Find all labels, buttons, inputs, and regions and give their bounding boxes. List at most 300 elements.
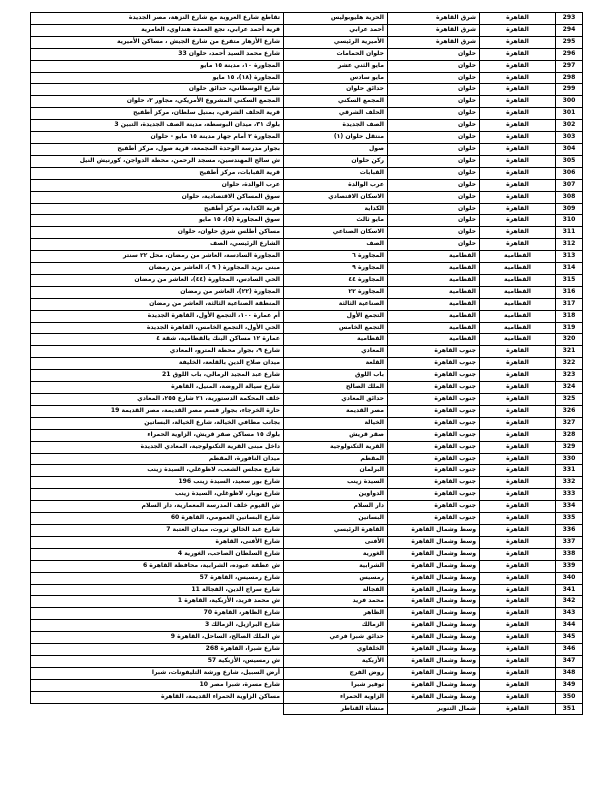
office-name-cell: مايو الثني عشر: [284, 60, 388, 72]
address-cell: الشارع الرئيسي، الصف: [31, 239, 284, 251]
zone-cell: جنوب القاهرة: [388, 382, 480, 394]
table-row: [31, 215, 583, 227]
row-number-cell: 295: [556, 36, 583, 48]
zone-cell: حلوان: [388, 179, 480, 191]
zone-cell: وسط وشمال القاهرة: [388, 536, 480, 548]
zone-cell: وسط وشمال القاهرة: [388, 608, 480, 620]
row-number-cell: 304: [556, 143, 583, 155]
table-row: [31, 703, 583, 715]
office-name-cell: المجاورة ٤٤: [284, 274, 388, 286]
zone-cell: وسط وشمال القاهرة: [388, 560, 480, 572]
governorate-cell: القاهرة: [480, 72, 556, 84]
address-cell: مساكن الزاوية الحمراء القديمة، القاهرة: [31, 691, 284, 703]
office-name-cell: السيدة زينب: [284, 477, 388, 489]
office-name-cell: حدائق المعادي: [284, 394, 388, 406]
address-cell: شارع السلطان الصاحب، الغورية 4: [31, 548, 284, 560]
office-name-cell: الدواوين: [284, 489, 388, 501]
row-number-cell: 348: [556, 667, 583, 679]
governorate-cell: القاهرة: [480, 370, 556, 382]
office-name-cell: القطامية: [284, 334, 388, 346]
office-name-cell: المجاورة ٦: [284, 251, 388, 263]
zone-cell: وسط وشمال القاهرة: [388, 679, 480, 691]
row-number-cell: 299: [556, 84, 583, 96]
governorate-cell: القاهرة: [480, 679, 556, 691]
zone-cell: جنوب القاهرة: [388, 358, 480, 370]
office-name-cell: المجمع السكني: [284, 96, 388, 108]
table-row: [31, 191, 583, 203]
address-cell: ش الملك الصالح، الساحل، القاهرة 9: [31, 632, 284, 644]
office-name-cell: المجاورة ٩: [284, 263, 388, 275]
address-cell: شارع سراج الدين، الفجالة 11: [31, 584, 284, 596]
table-row: [31, 417, 583, 429]
table-row: [31, 286, 583, 298]
office-name-cell: باب اللوق: [284, 370, 388, 382]
zone-cell: حلوان: [388, 203, 480, 215]
office-name-cell: صول: [284, 143, 388, 155]
table-row: [31, 620, 583, 632]
governorate-cell: القاهرة: [480, 453, 556, 465]
table-row: [31, 536, 583, 548]
row-number-cell: 331: [556, 465, 583, 477]
row-number-cell: 319: [556, 322, 583, 334]
address-cell: المجاورة ٢ أمام جهاز مدينة ١٥ مايو - حلوان: [31, 132, 284, 144]
row-number-cell: 344: [556, 620, 583, 632]
zone-cell: حلوان: [388, 132, 480, 144]
office-name-cell: حدائق حلوان: [284, 84, 388, 96]
office-name-cell: مايو سادس: [284, 72, 388, 84]
address-cell: [31, 703, 284, 715]
row-number-cell: 314: [556, 263, 583, 275]
table-row: [31, 167, 583, 179]
zone-cell: القطامية: [388, 310, 480, 322]
address-cell: بلوك ١٥ مساكن صقر قريش، الزاوية الحمراء: [31, 429, 284, 441]
office-name-cell: الاسكان الصناعي: [284, 227, 388, 239]
governorate-cell: القاهرة: [480, 596, 556, 608]
table-row: [31, 405, 583, 417]
zone-cell: وسط وشمال القاهرة: [388, 691, 480, 703]
governorate-cell: القاهرة: [480, 572, 556, 584]
address-cell: شارع البرازيل، الزمالك 3: [31, 620, 284, 632]
row-number-cell: 343: [556, 608, 583, 620]
zone-cell: وسط وشمال القاهرة: [388, 620, 480, 632]
address-cell: شارع محمد السيد أحمد، حلوان 33: [31, 48, 284, 60]
address-cell: ش رمسيس، الأزبكية 57: [31, 655, 284, 667]
office-name-cell: المجاورة ٢٢: [284, 286, 388, 298]
row-number-cell: 328: [556, 429, 583, 441]
row-number-cell: 316: [556, 286, 583, 298]
governorate-cell: القاهرة: [480, 441, 556, 453]
office-name-cell: الكداية: [284, 203, 388, 215]
zone-cell: شرق القاهرة: [388, 36, 480, 48]
address-cell: شارع بور سعيد، السيدة زينب 196: [31, 477, 284, 489]
office-name-cell: البساتين: [284, 513, 388, 525]
address-cell: بلوك ٣١، ميدان البوسطة، مدينة الصف الجديدة، التبين 3: [31, 120, 284, 132]
table-row: [31, 274, 583, 286]
table-row: [31, 263, 583, 275]
governorate-cell: القطامية: [480, 263, 556, 275]
address-cell: قرية الكداية، مركز أطفيح: [31, 203, 284, 215]
row-number-cell: 327: [556, 417, 583, 429]
branch-table: [30, 12, 583, 715]
governorate-cell: القطامية: [480, 251, 556, 263]
office-name-cell: القلعة: [284, 358, 388, 370]
governorate-cell: القاهرة: [480, 96, 556, 108]
governorate-cell: القطامية: [480, 310, 556, 322]
office-name-cell: الخيالة: [284, 417, 388, 429]
table-row: [31, 560, 583, 572]
address-cell: شارع البساتين العمومي، القاهرة 60: [31, 513, 284, 525]
office-name-cell: توفير شبرا: [284, 679, 388, 691]
address-cell: داخل مبنى القرية التكنولوجية، المعادي الجديدة: [31, 441, 284, 453]
row-number-cell: 345: [556, 632, 583, 644]
row-number-cell: 306: [556, 167, 583, 179]
table-row: [31, 441, 583, 453]
zone-cell: حلوان: [388, 239, 480, 251]
zone-cell: وسط وشمال القاهرة: [388, 524, 480, 536]
governorate-cell: القاهرة: [480, 120, 556, 132]
zone-cell: حلوان: [388, 60, 480, 72]
zone-cell: جنوب القاهرة: [388, 513, 480, 525]
office-name-cell: أحمد عرابي: [284, 24, 388, 36]
row-number-cell: 323: [556, 370, 583, 382]
governorate-cell: القاهرة: [480, 691, 556, 703]
office-name-cell: الأفنى: [284, 536, 388, 548]
governorate-cell: القاهرة: [480, 536, 556, 548]
table-row: [31, 227, 583, 239]
table-row: [31, 60, 583, 72]
governorate-cell: القاهرة: [480, 584, 556, 596]
table-row: [31, 84, 583, 96]
governorate-cell: القطامية: [480, 286, 556, 298]
table-row: [31, 489, 583, 501]
row-number-cell: 326: [556, 405, 583, 417]
governorate-cell: القاهرة: [480, 227, 556, 239]
table-row: [31, 465, 583, 477]
table-row: [31, 96, 583, 108]
governorate-cell: القاهرة: [480, 632, 556, 644]
governorate-cell: القاهرة: [480, 382, 556, 394]
address-cell: شارع عبد الخالق ثروت، ميدان العتبة 7: [31, 524, 284, 536]
row-number-cell: 313: [556, 251, 583, 263]
zone-cell: القطامية: [388, 274, 480, 286]
table-row: [31, 322, 583, 334]
zone-cell: حلوان: [388, 167, 480, 179]
office-name-cell: القاهرة الرئيسي: [284, 524, 388, 536]
zone-cell: وسط وشمال القاهرة: [388, 596, 480, 608]
address-cell: مبنى بريد المجاورة ( ٩ )، العاشر من رمضان: [31, 263, 284, 275]
row-number-cell: 350: [556, 691, 583, 703]
address-cell: مساكن أطلس شرق حلوان، حلوان: [31, 227, 284, 239]
row-number-cell: 349: [556, 679, 583, 691]
governorate-cell: القاهرة: [480, 703, 556, 715]
table-row: [31, 251, 583, 263]
table-row: [31, 346, 583, 358]
row-number-cell: 325: [556, 394, 583, 406]
row-number-cell: 351: [556, 703, 583, 715]
table-row: [31, 584, 583, 596]
table-row: [31, 394, 583, 406]
row-number-cell: 346: [556, 644, 583, 656]
governorate-cell: القاهرة: [480, 191, 556, 203]
row-number-cell: 338: [556, 548, 583, 560]
office-name-cell: منشأة القناطر: [284, 703, 388, 715]
governorate-cell: القاهرة: [480, 60, 556, 72]
office-name-cell: الشرابية: [284, 560, 388, 572]
address-cell: ميدان النافورة، المقطم: [31, 453, 284, 465]
governorate-cell: القطامية: [480, 298, 556, 310]
address-cell: الحي الأول، التجمع الخامس، القاهرة الجديدة: [31, 322, 284, 334]
row-number-cell: 333: [556, 489, 583, 501]
address-cell: شارع الأفنى، القاهرة: [31, 536, 284, 548]
table-row: [31, 655, 583, 667]
office-name-cell: مايو ثالث: [284, 215, 388, 227]
table-row: [31, 72, 583, 84]
governorate-cell: القاهرة: [480, 239, 556, 251]
table-row: [31, 524, 583, 536]
address-cell: شارع شبرا، القاهرة 268: [31, 644, 284, 656]
row-number-cell: 308: [556, 191, 583, 203]
address-cell: شارع الظاهر، القاهرة 70: [31, 608, 284, 620]
address-cell: بجوار مدرسة الوحدة المجمعة، قرية صول، مركز أطفيح: [31, 143, 284, 155]
zone-cell: جنوب القاهرة: [388, 465, 480, 477]
office-name-cell: عرب الوالدة: [284, 179, 388, 191]
governorate-cell: القاهرة: [480, 36, 556, 48]
governorate-cell: القاهرة: [480, 465, 556, 477]
address-cell: شارع الأزهار متفرع من شارع الجيش ، مساكن الأميرية: [31, 36, 284, 48]
address-cell: شارع ٩، بجوار محطة المترو، المعادي: [31, 346, 284, 358]
table-row: [31, 477, 583, 489]
table-row: [31, 239, 583, 251]
governorate-cell: القاهرة: [480, 394, 556, 406]
office-name-cell: رمسيس: [284, 572, 388, 584]
office-name-cell: الأميرية الرئيسي: [284, 36, 388, 48]
office-name-cell: حلوان الحمامات: [284, 48, 388, 60]
row-number-cell: 315: [556, 274, 583, 286]
address-cell: أم عمارة ١٠٠، التجمع الأول، القاهرة الجديدة: [31, 310, 284, 322]
address-cell: شارع الوسطاني، حدائق حلوان: [31, 84, 284, 96]
address-cell: المجاورة السادسة، العاشر من رمضان، محل ٢٢ سنتر: [31, 251, 284, 263]
table-row: [31, 298, 583, 310]
row-number-cell: 335: [556, 513, 583, 525]
address-cell: سوق المساكن الاقتصادية، حلوان: [31, 191, 284, 203]
zone-cell: حلوان: [388, 120, 480, 132]
zone-cell: وسط وشمال القاهرة: [388, 584, 480, 596]
row-number-cell: 311: [556, 227, 583, 239]
zone-cell: حلوان: [388, 143, 480, 155]
row-number-cell: 300: [556, 96, 583, 108]
office-name-cell: التجمع الخامس: [284, 322, 388, 334]
address-cell: المجاورة ١٠، مدينة ١٥ مايو: [31, 60, 284, 72]
table-row: [31, 667, 583, 679]
address-cell: حارة الخرجاء، بجوار قسم مصر القديمة، مصر القديمة 19: [31, 405, 284, 417]
table-row: [31, 155, 583, 167]
table-row: [31, 644, 583, 656]
governorate-cell: القاهرة: [480, 644, 556, 656]
zone-cell: جنوب القاهرة: [388, 501, 480, 513]
office-name-cell: منتقل حلوان (١): [284, 132, 388, 144]
governorate-cell: القاهرة: [480, 620, 556, 632]
zone-cell: جنوب القاهرة: [388, 394, 480, 406]
row-number-cell: 320: [556, 334, 583, 346]
zone-cell: جنوب القاهرة: [388, 429, 480, 441]
governorate-cell: القاهرة: [480, 215, 556, 227]
governorate-cell: القاهرة: [480, 608, 556, 620]
row-number-cell: 303: [556, 132, 583, 144]
zone-cell: جنوب القاهرة: [388, 489, 480, 501]
row-number-cell: 294: [556, 24, 583, 36]
address-cell: أرض السبيل، شارع ورشة التليفونات، شبرا: [31, 667, 284, 679]
office-name-cell: صقر قريش: [284, 429, 388, 441]
office-name-cell: الصناعية الثالثة: [284, 298, 388, 310]
table-row: [31, 548, 583, 560]
row-number-cell: 312: [556, 239, 583, 251]
office-name-cell: البرلمان: [284, 465, 388, 477]
row-number-cell: 309: [556, 203, 583, 215]
address-cell: ش عطفة عبوده، الشرابية، محافظة القاهرة 6: [31, 560, 284, 572]
governorate-cell: القاهرة: [480, 48, 556, 60]
office-name-cell: الفجالة: [284, 584, 388, 596]
zone-cell: حلوان: [388, 108, 480, 120]
office-name-cell: الخلفاوي: [284, 644, 388, 656]
office-name-cell: المعادي: [284, 346, 388, 358]
office-name-cell: الصف: [284, 239, 388, 251]
governorate-cell: القاهرة: [480, 108, 556, 120]
table-row: [31, 334, 583, 346]
address-cell: شارع مجلس الشعب، لاظوغلي، السيدة زينب: [31, 465, 284, 477]
governorate-cell: القطامية: [480, 322, 556, 334]
zone-cell: القطامية: [388, 322, 480, 334]
address-cell: قرية أحمد عرابي، نجع العمدة هنداوي، العامرية: [31, 24, 284, 36]
table-row: [31, 691, 583, 703]
governorate-cell: القاهرة: [480, 167, 556, 179]
address-cell: ش محمد فريد، الأزبكية، القاهرة 1: [31, 596, 284, 608]
row-number-cell: 339: [556, 560, 583, 572]
governorate-cell: القاهرة: [480, 417, 556, 429]
table-row: [31, 203, 583, 215]
zone-cell: القطامية: [388, 286, 480, 298]
office-name-cell: مصر القديمة: [284, 405, 388, 417]
office-name-cell: الزاوية الحمراء: [284, 691, 388, 703]
row-number-cell: 305: [556, 155, 583, 167]
table-row: [31, 358, 583, 370]
table-row: [31, 48, 583, 60]
table-row: [31, 608, 583, 620]
table-row: [31, 310, 583, 322]
zone-cell: القطامية: [388, 263, 480, 275]
zone-cell: وسط وشمال القاهرة: [388, 667, 480, 679]
zone-cell: حلوان: [388, 48, 480, 60]
address-cell: شارع نوبار، لاظوغلي، السيدة زينب: [31, 489, 284, 501]
row-number-cell: 296: [556, 48, 583, 60]
table-row: [31, 632, 583, 644]
table-row: [31, 370, 583, 382]
address-cell: سوق المجاورة (٥)، ١٥ مايو: [31, 215, 284, 227]
office-name-cell: الحلف الشرقي: [284, 108, 388, 120]
address-cell: عمارة ١٢ مساكن البنك بالقطامية، شقة ٤: [31, 334, 284, 346]
governorate-cell: القاهرة: [480, 560, 556, 572]
governorate-cell: القطامية: [480, 274, 556, 286]
governorate-cell: القاهرة: [480, 405, 556, 417]
address-cell: ش القيوم خلف المدرسة المعمارية، دار السلام: [31, 501, 284, 513]
office-name-cell: الصف الجديدة: [284, 120, 388, 132]
row-number-cell: 322: [556, 358, 583, 370]
row-number-cell: 332: [556, 477, 583, 489]
row-number-cell: 301: [556, 108, 583, 120]
governorate-cell: القطامية: [480, 334, 556, 346]
zone-cell: وسط وشمال القاهرة: [388, 548, 480, 560]
governorate-cell: القاهرة: [480, 477, 556, 489]
governorate-cell: القاهرة: [480, 513, 556, 525]
office-name-cell: الحرية هليوبوليس: [284, 13, 388, 25]
address-cell: شارع سيالة الروضة، المنيل، القاهرة: [31, 382, 284, 394]
address-cell: شارع مسرة، شبرا مصر 10: [31, 679, 284, 691]
governorate-cell: القاهرة: [480, 132, 556, 144]
table-row: [31, 24, 583, 36]
table-row: [31, 108, 583, 120]
office-name-cell: دار السلام: [284, 501, 388, 513]
office-name-cell: محمد فريد: [284, 596, 388, 608]
address-cell: المنطقة الصناعية الثالثة، العاشر من رمضان: [31, 298, 284, 310]
row-number-cell: 337: [556, 536, 583, 548]
table-row: [31, 13, 583, 25]
row-number-cell: 307: [556, 179, 583, 191]
address-cell: قرية القبابات، مركز أطفيح: [31, 167, 284, 179]
office-name-cell: القبابات: [284, 167, 388, 179]
zone-cell: جنوب القاهرة: [388, 441, 480, 453]
table-row: [31, 429, 583, 441]
governorate-cell: القاهرة: [480, 429, 556, 441]
zone-cell: حلوان: [388, 215, 480, 227]
table-row: [31, 132, 583, 144]
table-row: [31, 36, 583, 48]
office-name-cell: الملك الصالح: [284, 382, 388, 394]
row-number-cell: 340: [556, 572, 583, 584]
zone-cell: حلوان: [388, 72, 480, 84]
zone-cell: حلوان: [388, 155, 480, 167]
governorate-cell: القاهرة: [480, 501, 556, 513]
office-name-cell: حدائق شبرا فرعي: [284, 632, 388, 644]
zone-cell: شمال التنوير: [388, 703, 480, 715]
zone-cell: جنوب القاهرة: [388, 453, 480, 465]
table-row: [31, 143, 583, 155]
zone-cell: القطامية: [388, 334, 480, 346]
office-name-cell: الأزبكية: [284, 655, 388, 667]
governorate-cell: القاهرة: [480, 179, 556, 191]
governorate-cell: القاهرة: [480, 358, 556, 370]
row-number-cell: 336: [556, 524, 583, 536]
zone-cell: حلوان: [388, 227, 480, 239]
governorate-cell: القاهرة: [480, 155, 556, 167]
row-number-cell: 342: [556, 596, 583, 608]
address-cell: خلف المحكمة الدستورية، ٢١ شارع ٢٥٥، المعادي: [31, 394, 284, 406]
office-name-cell: الظاهر: [284, 608, 388, 620]
zone-cell: جنوب القاهرة: [388, 346, 480, 358]
governorate-cell: القاهرة: [480, 13, 556, 25]
address-cell: المجاورة (١٨)، ١٥ مايو: [31, 72, 284, 84]
office-name-cell: الغورية: [284, 548, 388, 560]
address-cell: بجانب مطافي الخيالة، شارع الخيالة، البساتين: [31, 417, 284, 429]
office-name-cell: القرية التكنولوجية: [284, 441, 388, 453]
row-number-cell: 329: [556, 441, 583, 453]
office-name-cell: روض الفرج: [284, 667, 388, 679]
row-number-cell: 302: [556, 120, 583, 132]
row-number-cell: 341: [556, 584, 583, 596]
table-row: [31, 120, 583, 132]
office-name-cell: التجمع الأول: [284, 310, 388, 322]
address-cell: شارع رمسيس، القاهرة 57: [31, 572, 284, 584]
zone-cell: جنوب القاهرة: [388, 370, 480, 382]
address-cell: تقاطع شارع العروبة مع شارع النزهة، مصر الجديدة: [31, 13, 284, 25]
